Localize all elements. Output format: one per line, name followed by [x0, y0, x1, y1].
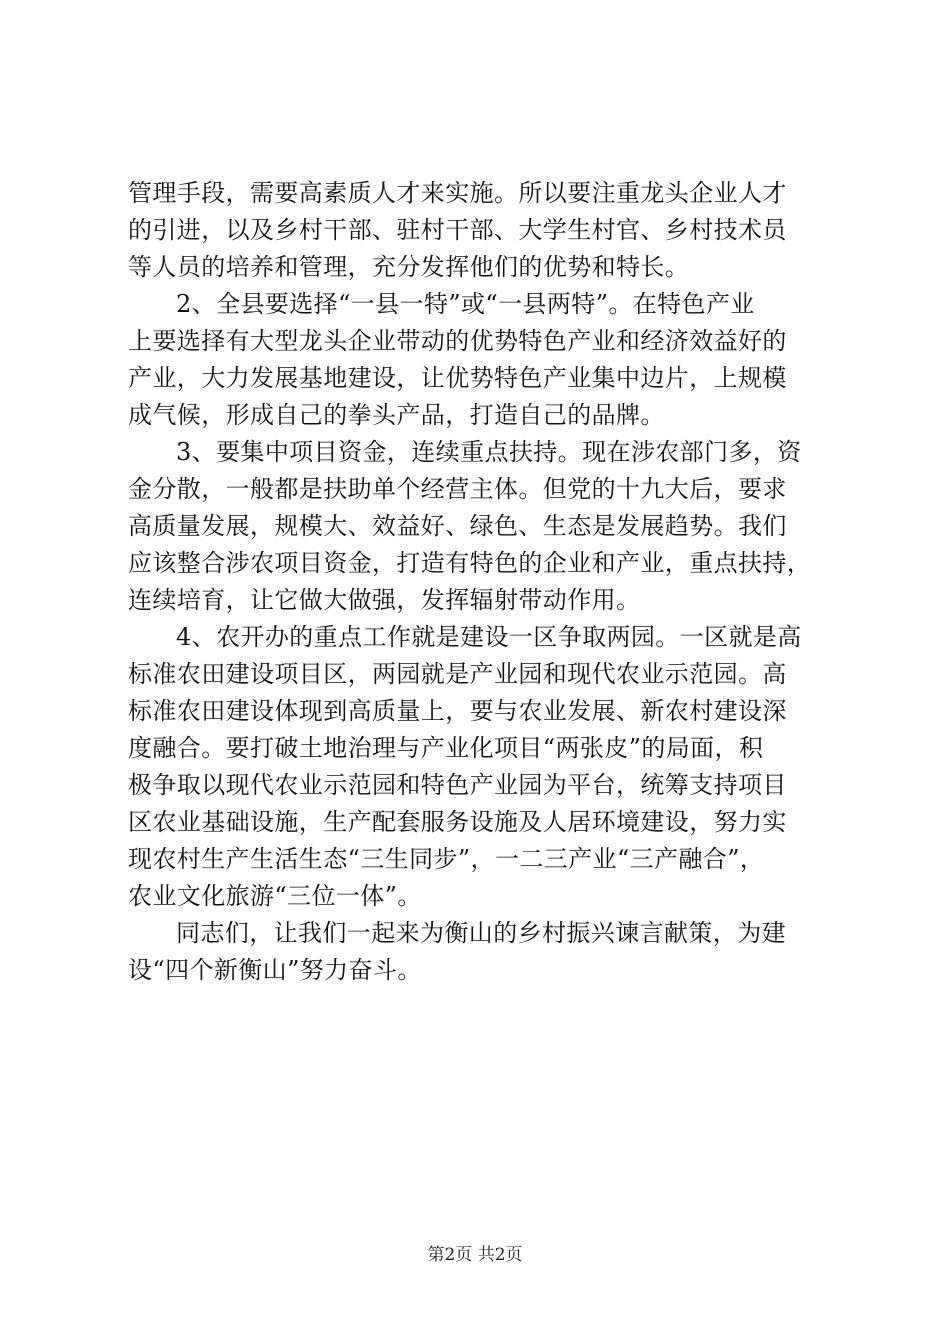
page-number-footer: 第2页 共2页 — [427, 1245, 523, 1265]
text-line: 度融合。要打破土地治理与产业化项目“两张皮”的局面，积 — [128, 734, 764, 762]
text-line: 等人员的培养和管理，充分发挥他们的优势和特长。 — [128, 253, 690, 281]
text-line: 高质量发展，规模大、效益好、绿色、生态是发展趋势。我们 — [128, 512, 787, 540]
text-line: 金分散，一般都是扶助单个经营主体。但党的十九大后，要求 — [128, 475, 787, 503]
text-line: 区农业基础设施，生产配套服务设施及人居环境建设，努力实 — [128, 808, 787, 836]
text-line: 农业文化旅游“三位一体”。 — [128, 882, 422, 910]
text-line: 极争取以现代农业示范园和特色产业园为平台，统筹支持项目 — [128, 771, 787, 799]
text-line: 管理手段，需要高素质人才来实施。所以要注重龙头企业人才 — [128, 179, 787, 207]
text-line: 设“四个新衡山”努力奋斗。 — [128, 956, 422, 984]
text-line: 现农村生产生活生态“三生同步”，一二三产业“三产融合”， — [128, 845, 765, 873]
text-line: 的引进，以及乡村干部、驻村干部、大学生村官、乡村技术员 — [128, 216, 787, 244]
text-line: 成气候，形成自己的拳头产品，打造自己的品牌。 — [128, 401, 665, 429]
text-line: 应该整合涉农项目资金，打造有特色的企业和产业，重点扶持， — [128, 549, 812, 577]
paragraph-start-line: 4、农开办的重点工作就是建设一区争取两园。一区就是高 — [176, 623, 802, 651]
text-line: 标准农田建设项目区，两园就是产业园和现代农业示范园。高 — [128, 660, 787, 688]
text-line: 产业，大力发展基地建设，让优势特色产业集中边片，上规模 — [128, 364, 787, 392]
text-line: 连续培育，让它做大做强，发挥辐射带动作用。 — [128, 586, 641, 614]
document-body — [128, 175, 838, 989]
paragraph-start-line: 2、全县要选择“一县一特”或“一县两特”。在特色产业 — [176, 290, 755, 318]
paragraph-start-line: 3、要集中项目资金，连续重点扶持。现在涉农部门多，资 — [176, 438, 802, 466]
text-line: 上要选择有大型龙头企业带动的优势特色产业和经济效益好的 — [128, 327, 787, 355]
text-line: 标准农田建设体现到高质量上，要与农业发展、新农村建设深 — [128, 697, 787, 725]
paragraph-start-line: 同志们，让我们一起来为衡山的乡村振兴谏言献策，为建 — [176, 919, 786, 947]
